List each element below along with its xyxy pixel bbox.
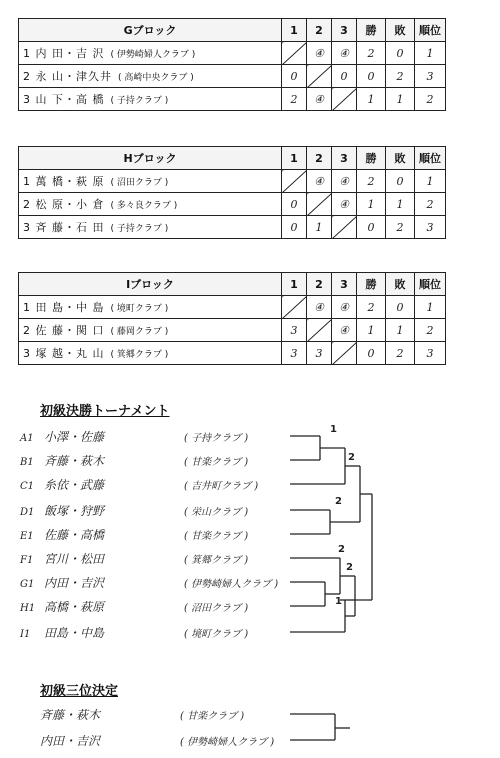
col-1-header: 1 bbox=[282, 147, 307, 170]
pair-name: 田島・中島 bbox=[44, 626, 105, 640]
club-name: ( 子持クラブ ) bbox=[110, 96, 169, 106]
loss-cell: 2 bbox=[386, 216, 415, 239]
col-3-header: 3 bbox=[332, 273, 357, 296]
club-name: ( 子持クラブ ) bbox=[110, 224, 169, 234]
seed-label: I1 bbox=[20, 629, 31, 640]
pair-name: 山 下・高 橋 bbox=[35, 93, 105, 106]
loss-header: 敗 bbox=[386, 19, 415, 42]
pair-name: 内田・吉沢 bbox=[44, 576, 105, 590]
seed-label: H1 bbox=[20, 603, 36, 614]
pair-name: 内田・吉沢 bbox=[40, 734, 101, 748]
pair-name: 斉藤・萩木 bbox=[44, 454, 105, 468]
col-3-header: 3 bbox=[332, 147, 357, 170]
loss-cell: 0 bbox=[386, 170, 415, 193]
row-number: 3 bbox=[23, 221, 31, 234]
pair-name: 糸依・武藤 bbox=[44, 478, 105, 492]
score-cell: 3 bbox=[282, 319, 307, 342]
rank-cell: 1 bbox=[415, 42, 446, 65]
club-name: ( 境町クラブ ) bbox=[110, 304, 169, 314]
third-place-entry bbox=[40, 732, 274, 749]
tournament-title: 初級決勝トーナメント bbox=[40, 404, 170, 419]
row-number: 2 bbox=[23, 70, 31, 83]
third-place-entry bbox=[40, 706, 244, 723]
pair-name: 斉 藤・石 田 bbox=[35, 221, 105, 234]
score-cell: 3 bbox=[307, 342, 332, 365]
bracket-score: 1 bbox=[335, 596, 342, 607]
rank-cell: 2 bbox=[415, 88, 446, 111]
row-number: 2 bbox=[23, 198, 31, 211]
seed-label: A1 bbox=[20, 433, 34, 444]
pair-name: 佐 藤・関 口 bbox=[35, 324, 105, 337]
col-2-header: 2 bbox=[307, 19, 332, 42]
win-cell: 1 bbox=[357, 88, 386, 111]
row-number: 3 bbox=[23, 347, 31, 360]
win-cell: 0 bbox=[357, 342, 386, 365]
i-block-title: Iブロック bbox=[19, 273, 282, 296]
seed-label: F1 bbox=[20, 555, 34, 566]
score-cell: 0 bbox=[282, 193, 307, 216]
club-name: ( 沼田クラブ ) bbox=[110, 178, 169, 188]
seed-label: D1 bbox=[20, 507, 35, 518]
rank-cell: 1 bbox=[415, 170, 446, 193]
bracket-score: 2 bbox=[348, 452, 355, 463]
club-name: ( 多々良クラブ ) bbox=[110, 201, 178, 211]
loss-cell: 1 bbox=[386, 88, 415, 111]
seed-label: G1 bbox=[20, 579, 35, 590]
pair-name: 塚 越・丸 山 bbox=[35, 347, 105, 360]
score-cell: 3 bbox=[282, 342, 307, 365]
score-cell: ④ bbox=[332, 170, 357, 193]
rank-cell: 3 bbox=[415, 216, 446, 239]
col-2-header: 2 bbox=[307, 273, 332, 296]
pair-name: 高橋・萩原 bbox=[44, 600, 105, 614]
score-cell: 0 bbox=[282, 216, 307, 239]
pair-name: 永 山・津久井 bbox=[35, 70, 112, 83]
club-name: ( 境町クラブ ) bbox=[184, 629, 249, 640]
win-header: 勝 bbox=[357, 147, 386, 170]
club-name: ( 栄山クラブ ) bbox=[184, 507, 249, 518]
pair-name: 小澤・佐藤 bbox=[44, 430, 105, 444]
club-name: ( 甘楽クラブ ) bbox=[184, 457, 249, 468]
score-cell: ④ bbox=[307, 42, 332, 65]
rank-cell: 1 bbox=[415, 296, 446, 319]
win-cell: 1 bbox=[357, 319, 386, 342]
rank-cell: 2 bbox=[415, 193, 446, 216]
bracket-score: 2 bbox=[338, 544, 345, 555]
win-cell: 0 bbox=[357, 65, 386, 88]
loss-header: 敗 bbox=[386, 147, 415, 170]
score-cell: ④ bbox=[332, 296, 357, 319]
pair-name: 松 原・小 倉 bbox=[35, 198, 105, 211]
score-cell: ④ bbox=[332, 42, 357, 65]
club-name: ( 伊勢崎婦人クラブ ) bbox=[180, 737, 275, 748]
seed-label: C1 bbox=[20, 481, 35, 492]
win-cell: 1 bbox=[357, 193, 386, 216]
pair-name: 宮川・松田 bbox=[44, 552, 105, 566]
score-cell: ④ bbox=[332, 193, 357, 216]
rank-cell: 2 bbox=[415, 319, 446, 342]
club-name: ( 子持クラブ ) bbox=[184, 433, 249, 444]
row-number: 2 bbox=[23, 324, 31, 337]
score-cell: 1 bbox=[307, 216, 332, 239]
loss-cell: 2 bbox=[386, 342, 415, 365]
loss-cell: 2 bbox=[386, 65, 415, 88]
club-name: ( 伊勢崎婦人クラブ ) bbox=[184, 579, 279, 590]
club-name: ( 藤岡クラブ ) bbox=[110, 327, 169, 337]
pair-name: 佐藤・高橋 bbox=[44, 528, 105, 542]
bracket-score: 1 bbox=[330, 424, 337, 435]
bracket-score: 2 bbox=[335, 496, 342, 507]
score-cell: ④ bbox=[307, 296, 332, 319]
loss-header: 敗 bbox=[386, 273, 415, 296]
rank-cell: 3 bbox=[415, 65, 446, 88]
col-3-header: 3 bbox=[332, 19, 357, 42]
club-name: ( 沼田クラブ ) bbox=[184, 603, 249, 614]
col-2-header: 2 bbox=[307, 147, 332, 170]
rank-cell: 3 bbox=[415, 342, 446, 365]
third-place-title: 初級三位決定 bbox=[40, 684, 119, 699]
rank-header: 順位 bbox=[415, 147, 446, 170]
win-cell: 2 bbox=[357, 42, 386, 65]
col-1-header: 1 bbox=[282, 19, 307, 42]
bracket-score: 2 bbox=[346, 562, 353, 573]
score-cell: ④ bbox=[332, 319, 357, 342]
loss-cell: 1 bbox=[386, 193, 415, 216]
seed-label: B1 bbox=[20, 457, 34, 468]
score-cell: 0 bbox=[282, 65, 307, 88]
win-cell: 2 bbox=[357, 296, 386, 319]
win-cell: 0 bbox=[357, 216, 386, 239]
pair-name: 田 島・中 島 bbox=[35, 301, 105, 314]
club-name: ( 箕郷クラブ ) bbox=[110, 350, 169, 360]
club-name: ( 吉井町クラブ ) bbox=[184, 481, 259, 492]
pair-name: 斉藤・萩木 bbox=[40, 708, 101, 722]
seed-label: E1 bbox=[20, 531, 34, 542]
pair-name: 飯塚・狩野 bbox=[44, 504, 105, 518]
row-number: 1 bbox=[23, 301, 31, 314]
win-header: 勝 bbox=[357, 19, 386, 42]
loss-cell: 1 bbox=[386, 319, 415, 342]
pair-name: 萬 橋・萩 原 bbox=[35, 175, 105, 188]
row-number: 1 bbox=[23, 47, 31, 60]
club-name: ( 伊勢崎婦人クラブ ) bbox=[110, 50, 196, 60]
rank-header: 順位 bbox=[415, 19, 446, 42]
h-block-title: Hブロック bbox=[19, 147, 282, 170]
win-header: 勝 bbox=[357, 273, 386, 296]
score-cell: ④ bbox=[307, 170, 332, 193]
win-cell: 2 bbox=[357, 170, 386, 193]
score-cell: ④ bbox=[307, 88, 332, 111]
pair-name: 内 田・吉 沢 bbox=[35, 47, 105, 60]
club-name: ( 箕郷クラブ ) bbox=[184, 555, 249, 566]
loss-cell: 0 bbox=[386, 42, 415, 65]
col-1-header: 1 bbox=[282, 273, 307, 296]
club-name: ( 甘楽クラブ ) bbox=[184, 531, 249, 542]
g-block-title: Gブロック bbox=[19, 19, 282, 42]
row-number: 1 bbox=[23, 175, 31, 188]
score-cell: 0 bbox=[332, 65, 357, 88]
loss-cell: 0 bbox=[386, 296, 415, 319]
row-number: 3 bbox=[23, 93, 31, 106]
score-cell: 2 bbox=[282, 88, 307, 111]
club-name: ( 高崎中央クラブ ) bbox=[118, 73, 194, 83]
club-name: ( 甘楽クラブ ) bbox=[180, 711, 245, 722]
rank-header: 順位 bbox=[415, 273, 446, 296]
